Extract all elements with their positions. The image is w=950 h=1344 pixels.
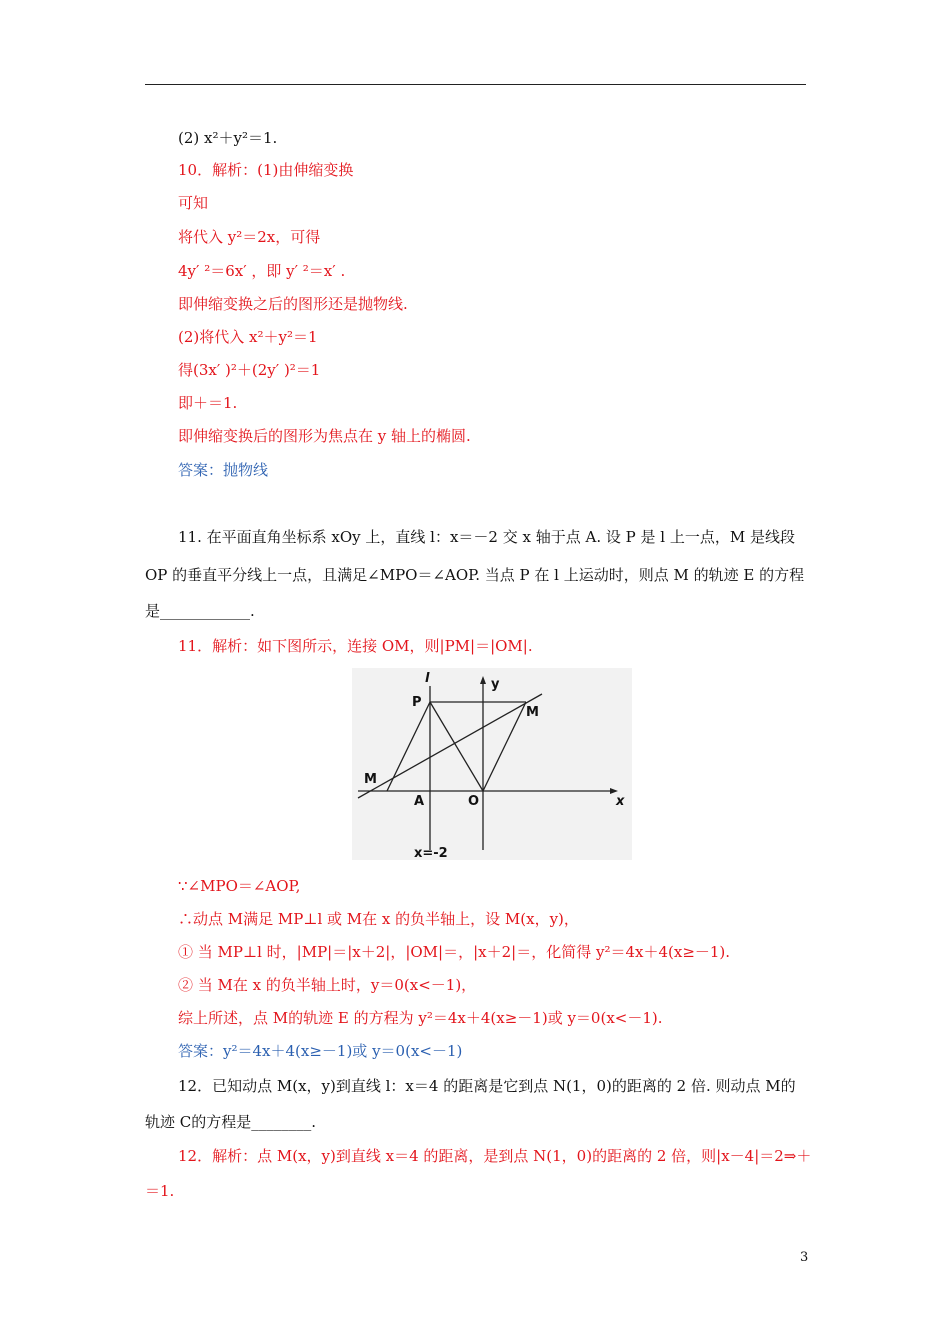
text-line: 12．解析：点 M(x，y)到直线 x＝4 的距离，是到点 N(1，0)的距离的 2 倍，则|x－4|＝2⇒＋: [178, 1147, 812, 1165]
text-line: 11．解析：如下图所示，连接 OM，则|PM|＝|OM|.: [178, 637, 533, 655]
text-line: ① 当 MP⊥l 时，|MP|＝|x＋2|，|OM|＝，|x＋2|＝，化简得 y²＝4x＋4(x≥－1).: [178, 943, 731, 961]
answer-line: 答案：y²＝4x＋4(x≥－1)或 y＝0(x<－1): [178, 1042, 463, 1060]
label-line-eq: x=-2: [414, 846, 448, 860]
page-number: 3: [800, 1250, 809, 1265]
question-line: 12．已知动点 M(x，y)到直线 l：x＝4 的距离是它到点 N(1，0)的距离的 2 倍. 则动点 M的: [178, 1077, 796, 1095]
question-line: 轨迹 C的方程是________.: [145, 1113, 317, 1131]
text-line: ＝1.: [145, 1182, 175, 1200]
text-line: 得(3x′ )²＋(2y′ )²＝1: [178, 361, 321, 379]
label-l: l: [425, 671, 430, 686]
label-M-top: M: [526, 705, 539, 720]
answer-line: 答案：抛物线: [178, 461, 269, 479]
label-M-left: M: [364, 772, 377, 787]
label-O: O: [468, 794, 480, 809]
y-axis-arrow: [480, 676, 486, 684]
label-y: y: [491, 677, 500, 692]
text-line: 10．解析：(1)由伸缩变换: [178, 161, 354, 179]
question-line: 11. 在平面直角坐标系 xOy 上，直线 l：x＝－2 交 x 轴于点 A. 设 P 是 l 上一点，M 是线段: [178, 528, 795, 546]
text-line: (2)将代入 x²＋y²＝1: [178, 328, 318, 346]
text-line: 即＋＝1.: [178, 394, 238, 412]
question-line: OP 的垂直平分线上一点，且满足∠MPO＝∠AOP. 当点 P 在 l 上运动时，则点 M 的轨迹 E 的方程: [145, 566, 805, 584]
text-line: 即伸缩变换之后的图形还是抛物线.: [178, 295, 408, 313]
perpendicular-bisector: [358, 694, 542, 798]
label-P: P: [412, 695, 422, 710]
text-line: 即伸缩变换后的图形为焦点在 y 轴上的椭圆.: [178, 427, 471, 445]
question-line: 是____________.: [145, 602, 255, 620]
header-rule: [145, 84, 806, 85]
label-A: A: [414, 794, 425, 809]
text-line: 将代入 y²＝2x，可得: [178, 228, 321, 246]
text-line: ∵∠MPO＝∠AOP,: [178, 877, 301, 895]
segment-PO: [430, 702, 483, 791]
geometry-figure: [352, 668, 632, 860]
text-line: ② 当 M在 x 的负半轴上时，y＝0(x<－1)，: [178, 976, 477, 994]
text-line: 综上所述，点 M的轨迹 E 的方程为 y²＝4x＋4(x≥－1)或 y＝0(x<－1).: [178, 1009, 663, 1027]
text-line: (2) x²＋y²＝1.: [178, 129, 278, 147]
text-line: ∴动点 M满足 MP⊥l 或 M在 x 的负半轴上，设 M(x，y)，: [178, 910, 579, 928]
text-line: 4y′ ²＝6x′ ，即 y′ ²＝x′ .: [178, 262, 346, 280]
figure-svg: [352, 668, 632, 860]
text-line: 可知: [178, 194, 209, 212]
label-x: x: [616, 794, 625, 809]
